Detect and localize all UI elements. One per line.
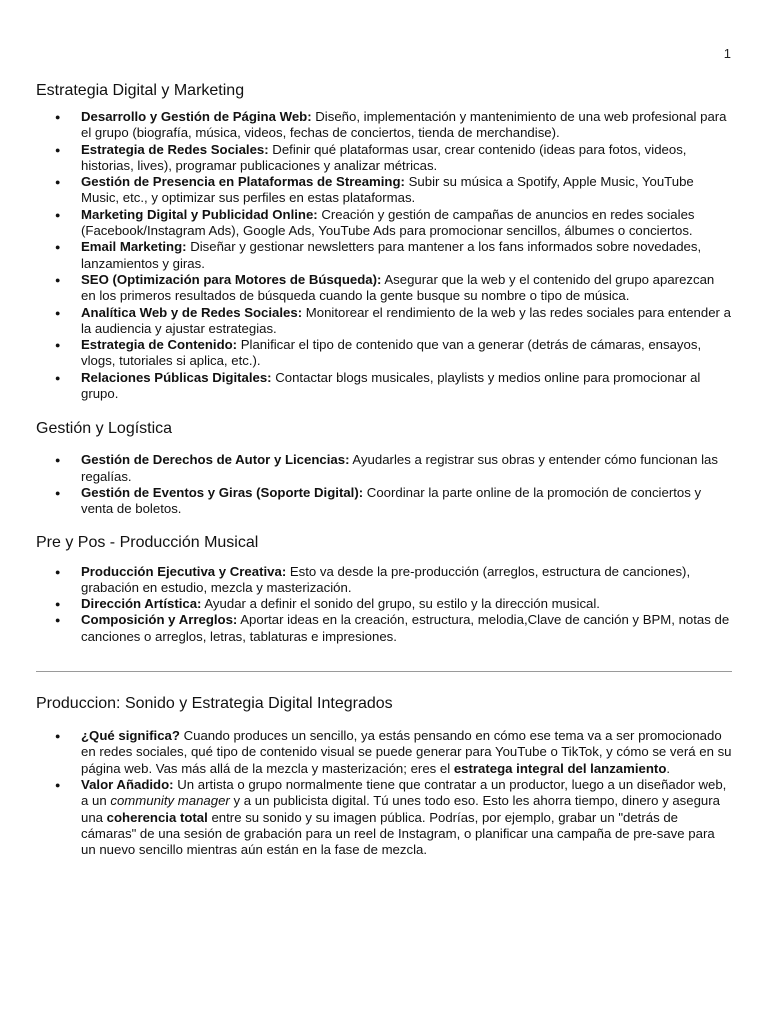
list-item <box>36 777 732 858</box>
bullet-list <box>36 564 732 645</box>
item-label: Producción Ejecutiva y Creativa: <box>81 563 287 579</box>
item-text: Definir qué plataformas usar, crear contenido (ideas para fotos, videos, historias, lives), programar publicaciones y analizar métricas. <box>81 141 687 173</box>
section-gestion-logistica <box>36 418 732 517</box>
item-label: Gestión de Presencia en Plataformas de Streaming: <box>81 174 405 190</box>
item-label: Estrategia de Redes Sociales: <box>81 141 269 157</box>
item-label: Dirección Artística: <box>81 596 202 612</box>
item-emphasis: estratega integral del lanzamiento <box>453 760 667 776</box>
list-item <box>36 596 732 612</box>
list-item <box>36 452 732 485</box>
item-text: Diseñar y gestionar newsletters para mantener a los fans informados sobre novedades, lanzamientos y giras. <box>81 239 702 271</box>
section-heading: Gestión y Logística <box>36 420 173 438</box>
item-label: Email Marketing: <box>81 239 187 255</box>
item-text: Esto va desde la pre-producción (arreglos, estructura de canciones), grabación en estudio, mezcla y masterización. <box>81 563 691 595</box>
item-text: . <box>666 760 671 776</box>
item-text: Cuando produces un sencillo, ya estás pensando en cómo ese tema va a ser promocionado en redes sociales, qué tipo de contenido visual se puede generar para YouTube o TikTok, y cómo se verá en su página web. Vas más allá de la mezcla y masterización; eres el <box>81 728 732 776</box>
item-label: ¿Qué significa? <box>81 728 180 744</box>
item-label: SEO (Optimización para Motores de Búsqueda): <box>81 271 382 287</box>
list-item <box>36 728 732 777</box>
list-item <box>36 485 732 518</box>
item-text: Aportar ideas en la creación, estructura, melodia,Clave de canción y BPM, notas de canciones o arreglos, letras, tablaturas e impresiones. <box>81 612 730 644</box>
list-item <box>36 612 732 645</box>
list-item <box>36 142 732 175</box>
list-item <box>36 272 732 305</box>
list-item <box>36 174 732 207</box>
item-text: Diseño, implementación y mantenimiento de una web profesional para el grupo (biografía, música, videos, fechas de conciertos, tienda de merchandise). <box>81 109 727 141</box>
item-label: Gestión de Derechos de Autor y Licencias: <box>81 452 350 468</box>
section-heading: Produccion: Sonido y Estrategia Digital Integrados <box>36 695 393 713</box>
section-estrategia-digital <box>36 80 732 402</box>
bullet-list <box>36 728 732 858</box>
bullet-list <box>36 109 732 402</box>
list-item <box>36 370 732 403</box>
item-label: Desarrollo y Gestión de Página Web: <box>81 109 312 124</box>
list-item <box>36 207 732 240</box>
section-produccion-musical <box>36 532 732 645</box>
list-item <box>36 337 732 370</box>
item-label: Gestión de Eventos y Giras (Soporte Digital): <box>81 484 364 500</box>
list-item <box>36 305 732 338</box>
bullet-list <box>36 452 732 517</box>
page-number: 1 <box>723 46 731 61</box>
section-heading: Pre y Pos - Producción Musical <box>36 533 259 551</box>
item-text: Planificar el tipo de contenido que van a generar (detrás de cámaras, ensayos, vlogs, tutoriales si aplica, etc.). <box>81 337 702 369</box>
item-text: Monitorear el rendimiento de la web y las redes sociales para entender a la audiencia y ajustar estrategias. <box>81 304 731 336</box>
item-text: entre su sonido y su imagen pública. Podrías, por ejemplo, grabar un "detrás de cámaras" de una sesión de grabación para un reel de Instagram, o planificar una campaña de pre-save para un nuevo sencillo mientras aún están en la fase de mezcla. <box>81 809 715 858</box>
item-label: Valor Añadido: <box>81 776 174 792</box>
item-italic: community manager <box>110 793 230 809</box>
item-label: Marketing Digital y Publicidad Online: <box>81 206 318 222</box>
item-text: Un artista o grupo normalmente tiene que contratar a un productor, luego a un diseñador web, a un <box>81 776 727 809</box>
item-label: Estrategia de Contenido: <box>81 337 238 353</box>
item-text: Ayudarles a registrar sus obras y entender cómo funcionan las regalías. <box>81 452 718 484</box>
list-item <box>36 109 732 142</box>
list-item <box>36 239 732 272</box>
item-label: Relaciones Públicas Digitales: <box>81 369 272 385</box>
list-item <box>36 564 732 597</box>
horizontal-divider <box>36 671 732 672</box>
item-text: Ayudar a definir el sonido del grupo, su estilo y la dirección musical. <box>201 596 600 612</box>
item-text: Contactar blogs musicales, playlists y medios online para promocionar al grupo. <box>81 369 701 402</box>
document-body <box>36 80 732 858</box>
item-emphasis: coherencia total <box>106 809 208 825</box>
item-label: Analítica Web y de Redes Sociales: <box>81 304 303 320</box>
item-text: Asegurar que la web y el contenido del grupo aparezcan en los primeros resultados de búsqueda cuando la gente busque su nombre o tipo de música. <box>81 271 715 304</box>
item-text: Coordinar la parte online de la promoción de conciertos y venta de boletos. <box>81 484 702 517</box>
section-produccion-integrada <box>36 693 732 858</box>
item-text: y a un publicista digital. Tú unes todo eso. Esto les ahorra tiempo, dinero y asegura una <box>81 793 720 825</box>
item-label: Composición y Arreglos: <box>81 612 238 628</box>
item-text: Subir su música a Spotify, Apple Music, YouTube Music, etc., y optimizar sus perfiles en estas plataformas. <box>81 174 694 206</box>
section-heading: Estrategia Digital y Marketing <box>36 82 245 99</box>
item-text: Creación y gestión de campañas de anuncios en redes sociales (Facebook/Instagram Ads), Google Ads, YouTube Ads para promocionar sencillos, álbumes o conciertos. <box>81 206 695 239</box>
